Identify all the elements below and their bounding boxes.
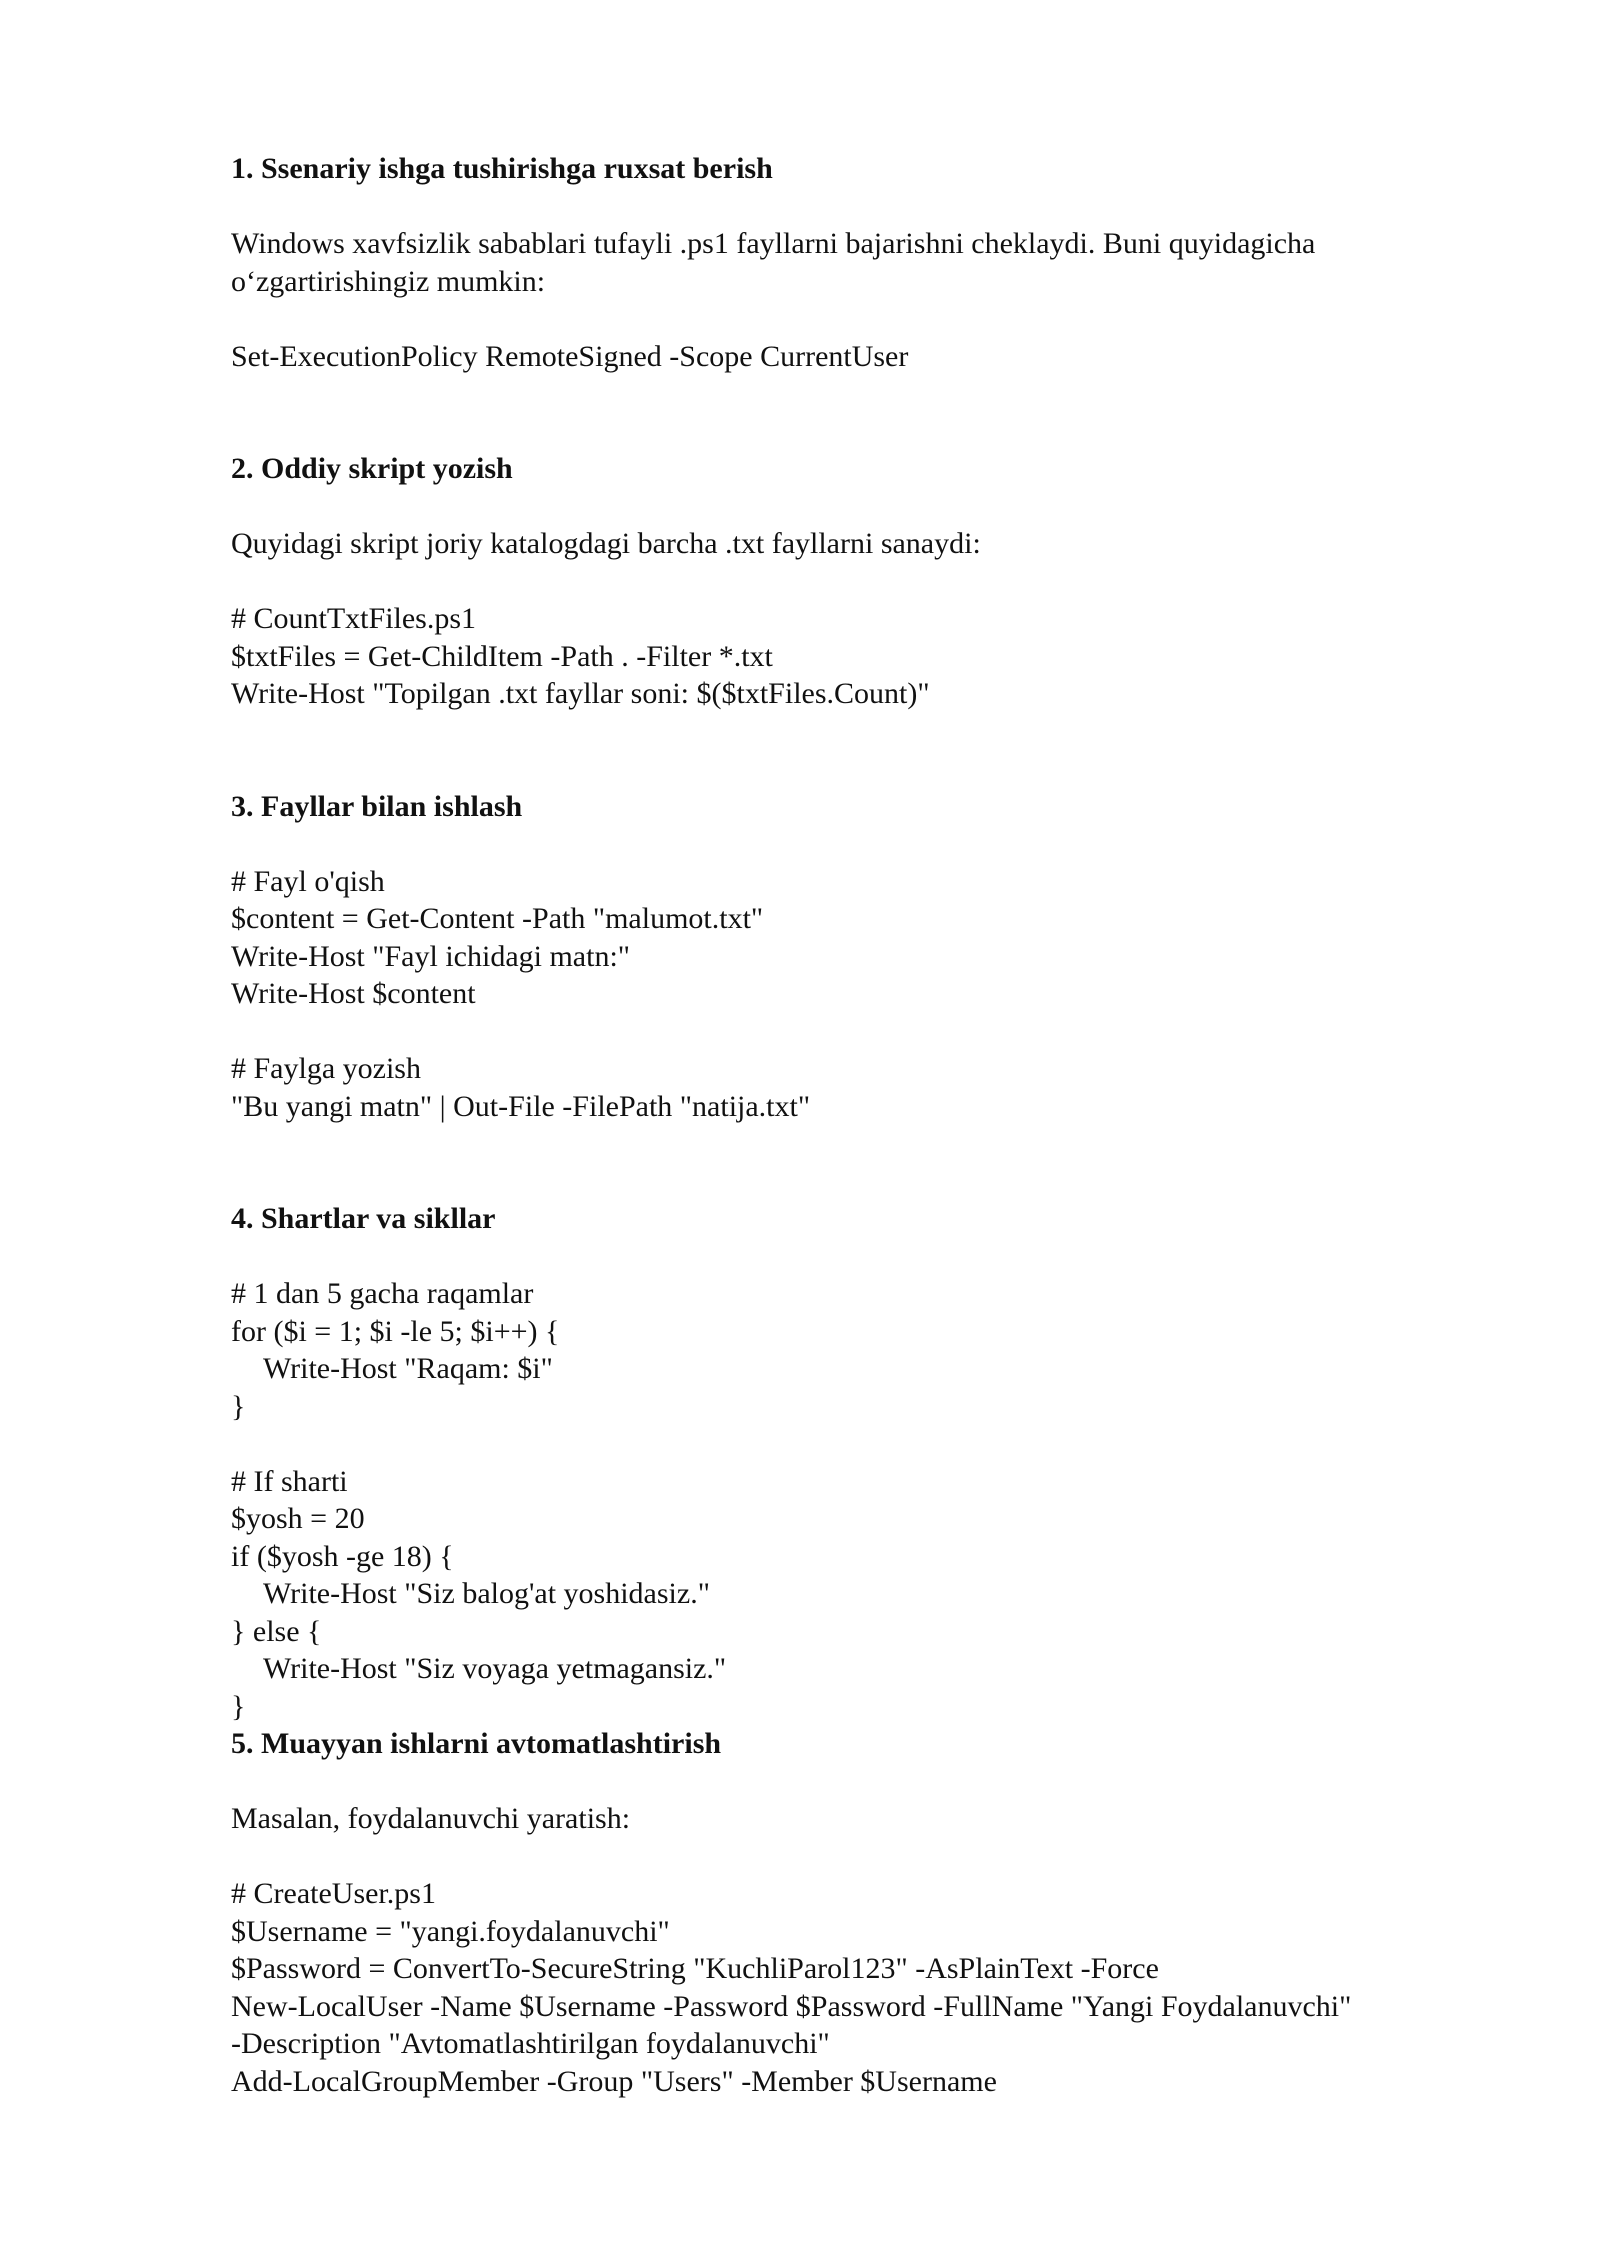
spacer [231, 713, 1481, 751]
section-4-heading: 4. Shartlar va sikllar [231, 1202, 496, 1235]
section-1-heading: 1. Ssenariy ishga tushirishga ruxsat berish [231, 152, 773, 185]
code-line: # If sharti [231, 1464, 348, 1498]
code-line: # Faylga yozish [231, 1052, 421, 1085]
code-line: Add-LocalGroupMember -Group "Users" -Member $Username [231, 2064, 997, 2098]
spacer [231, 1763, 1481, 1801]
code-line: Write-Host "Topilgan .txt fayllar soni: $($txtFiles.Count)" [231, 677, 930, 710]
code-line: } [231, 1689, 246, 1723]
spacer [231, 825, 1481, 863]
code-line: for ($i = 1; $i -le 5; $i++) { [231, 1314, 560, 1348]
spacer [231, 188, 1481, 226]
spacer [231, 413, 1481, 451]
code-line: -Description "Avtomatlashtirilgan foydalanuvchi" [231, 2027, 830, 2060]
code-line: Write-Host "Siz balog'at yoshidasiz." [263, 1577, 710, 1610]
section-2-paragraph: Quyidagi skript joriy katalogdagi barcha .txt fayllarni sanaydi: [231, 527, 981, 560]
code-line: if ($yosh -ge 18) { [231, 1539, 454, 1573]
spacer [231, 488, 1481, 526]
code-line: "Bu yangi matn" | Out-File -FilePath "natija.txt" [231, 1089, 811, 1123]
code-line: $txtFiles = Get-ChildItem -Path . -Filter *.txt [231, 639, 773, 673]
spacer [231, 1425, 1481, 1463]
code-line: Write-Host "Siz voyaga yetmagansiz." [263, 1652, 727, 1685]
code-line: # 1 dan 5 gacha raqamlar [231, 1277, 534, 1310]
code-line: $yosh = 20 [231, 1502, 365, 1535]
spacer [231, 750, 1481, 788]
code-line: $Username = "yangi.foydalanuvchi" [231, 1914, 670, 1948]
code-line: Write-Host $content [231, 977, 476, 1010]
spacer [231, 375, 1481, 413]
spacer [231, 563, 1481, 601]
spacer [231, 1125, 1481, 1163]
spacer [231, 1163, 1481, 1201]
code-line: New-LocalUser -Name $Username -Password $Password -FullName "Yangi Foydalanuvchi" [231, 1989, 1352, 2023]
document-page [231, 150, 1481, 2100]
code-line: $content = Get-Content -Path "malumot.txt" [231, 902, 764, 935]
section-2-heading: 2. Oddiy skript yozish [231, 452, 513, 485]
code-line: # Fayl o'qish [231, 864, 385, 898]
code-line: $Password = ConvertTo-SecureString "KuchliParol123" -AsPlainText -Force [231, 1952, 1159, 1985]
section-1-code-line: Set-ExecutionPolicy RemoteSigned -Scope CurrentUser [231, 339, 909, 373]
section-3-heading: 3. Fayllar bilan ishlash [231, 789, 523, 823]
code-line: } [231, 1389, 246, 1423]
spacer [231, 1238, 1481, 1276]
code-line: Write-Host "Raqam: $i" [263, 1352, 553, 1385]
spacer [231, 300, 1481, 338]
code-line: # CountTxtFiles.ps1 [231, 602, 477, 635]
code-line: Write-Host "Fayl ichidagi matn:" [231, 939, 631, 973]
section-1-paragraph: Windows xavfsizlik sabablari tufayli .ps1 fayllarni bajarishni cheklaydi. Buni quyidagicha o‘zgartirishingiz mumkin: [231, 227, 1316, 298]
section-5-heading: 5. Muayyan ishlarni avtomatlashtirish [231, 1727, 722, 1760]
code-line: # CreateUser.ps1 [231, 1877, 436, 1910]
section-5-paragraph: Masalan, foydalanuvchi yaratish: [231, 1802, 631, 1835]
spacer [231, 1013, 1481, 1051]
spacer [231, 1838, 1481, 1876]
code-line: } else { [231, 1614, 322, 1648]
